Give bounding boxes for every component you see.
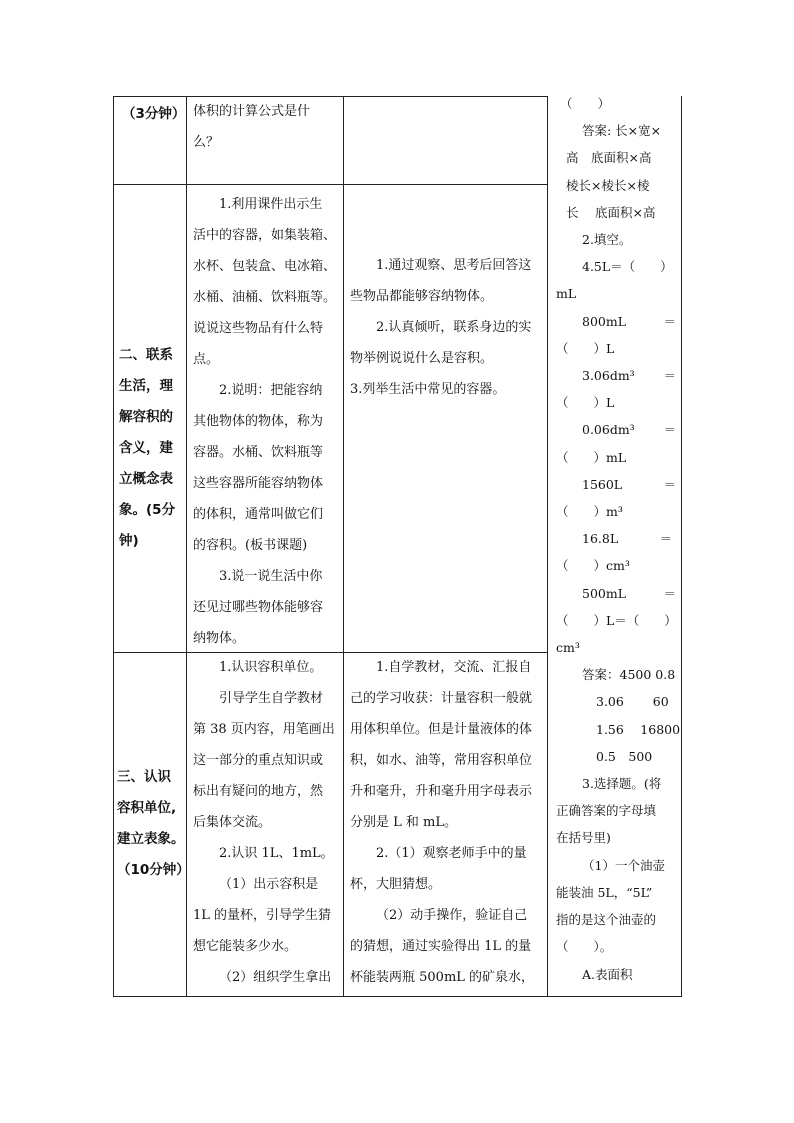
teacher-line: 其他物体的物体，称为 [193, 414, 324, 429]
exercise-line: 指的是这个油壶的 [556, 912, 657, 928]
phase-line: （10分钟） [117, 862, 190, 878]
phase-cell-row1 [122, 99, 185, 130]
exercise-line: 正确答案的字母填 [556, 803, 657, 819]
student-line: 的猜想，通过实验得出 1L 的量 [350, 939, 532, 954]
lesson-plan-table [113, 96, 681, 996]
table-border-top [113, 96, 548, 97]
teacher-line: 引导学生自学教材 [219, 691, 324, 706]
teacher-cell-row2 [193, 189, 336, 654]
exercise-line: （ ）L＝（ ） [556, 612, 677, 628]
teacher-line: 标出有疑问的地方，然 [193, 784, 324, 799]
phase-line: （3分钟） [122, 106, 186, 122]
exercise-line: 高 底面积×高 [566, 150, 652, 166]
phase-line: 象。(5分 [119, 502, 176, 518]
student-line: 2.（1）观察老师手中的量 [376, 846, 527, 861]
teacher-line: 么？ [193, 135, 220, 150]
student-line: 1.自学教材，交流、汇报自 [376, 660, 532, 675]
exercise-line: （ ）L [556, 340, 615, 356]
exercise-line: （ ）mL [556, 449, 627, 465]
student-line: 些物品都能够容纳物体。 [350, 289, 494, 304]
teacher-line: 点。 [193, 352, 220, 367]
table-border-right [681, 96, 682, 996]
teacher-line: （1）出示容积是 [219, 877, 319, 892]
exercise-line: 长 底面积×高 [566, 204, 656, 220]
teacher-line: 1L 的量杯，引导学生猜 [193, 908, 332, 923]
teacher-line: 3.说一说生活中你 [219, 569, 323, 584]
student-line: 己的学习收获：计量容积一般就 [350, 691, 533, 706]
teacher-line: 1.认识容积单位。 [219, 660, 323, 675]
student-line: （2）动手操作，验证自己 [376, 908, 528, 923]
student-line: 杯，大胆猜想。 [350, 877, 442, 892]
teacher-line: 的容积。(板书课题) [193, 538, 308, 553]
teacher-line: 活中的容器，如集装箱、 [193, 228, 337, 243]
phase-line: 立概念表 [119, 471, 173, 487]
exercise-line: mL [556, 286, 577, 302]
exercise-line: 0.06dm³ ＝ [582, 422, 677, 438]
teacher-line: 第 38 页内容，用笔画出 [193, 722, 335, 737]
table-border-left [113, 96, 114, 996]
phase-line: 钟) [119, 533, 139, 549]
teacher-line: 这些容器所能容纳物体 [193, 476, 324, 491]
exercise-line: （ ）L [556, 395, 615, 411]
teacher-line: 容器。水桶、饮料瓶等 [193, 445, 324, 460]
exercise-line: 答案：4500 0.8 [582, 667, 676, 683]
exercise-line: 500mL ＝ [582, 585, 677, 601]
phase-cell-row3 [117, 762, 190, 886]
student-line: 2.认真倾听，联系身边的实 [376, 320, 532, 335]
column-divider-3 [547, 96, 548, 996]
student-line: 3.列举生活中常见的容器。 [350, 382, 506, 397]
student-line: 物举例说说什么是容积。 [350, 351, 494, 366]
exercise-line: 能装油 5L，“5L” [556, 884, 653, 900]
exercise-line: 800mL ＝ [582, 313, 677, 329]
phase-line: 二、联系 [119, 347, 173, 363]
exercise-line: 棱长×棱长×棱 [566, 177, 650, 193]
table-border-bottom [113, 996, 682, 997]
student-line: 1.通过观察、思考后回答这 [376, 258, 532, 273]
student-line: 杯能装两瓶 500mL 的矿泉水， [350, 970, 535, 985]
exercise-line: A.表面积 [582, 966, 633, 982]
phase-line: 含义，建 [119, 440, 173, 456]
teacher-line: 纳物体。 [193, 631, 246, 646]
teacher-line: 后集体交流。 [193, 815, 272, 830]
exercise-line: 3.06dm³ ＝ [582, 368, 677, 384]
student-line: 积，如水、油等，常用容积单位 [350, 753, 533, 768]
exercise-line: 16.8L ＝ [582, 531, 673, 547]
phase-line: 建立表象。 [117, 831, 185, 847]
student-line: 分别是 L 和 mL。 [350, 815, 457, 830]
exercise-line: 0.5 500 [596, 748, 653, 764]
teacher-cell-row1 [193, 96, 310, 158]
exercise-line: 在括号里) [556, 830, 611, 846]
teacher-line: 2.认识 1L、1mL。 [219, 846, 334, 861]
teacher-line: 1.利用课件出示生 [219, 197, 323, 212]
teacher-line: 水桶、油桶、饮料瓶等。 [193, 290, 337, 305]
exercise-line: （ ）m³ [556, 504, 623, 520]
exercise-column [556, 90, 680, 988]
exercise-line: （ ）。 [556, 939, 613, 955]
exercise-line: 1.56 16800 [596, 721, 681, 737]
phase-line: 解容积的 [119, 409, 173, 425]
exercise-line: （ ） [560, 96, 611, 111]
teacher-line: 体积的计算公式是什 [193, 104, 311, 119]
exercise-line: 2.填空。 [582, 232, 632, 248]
teacher-line: 说说这些物品有什么特 [193, 321, 324, 336]
teacher-line: 2.说明：把能容纳 [219, 383, 323, 398]
exercise-line: （ ）cm³ [556, 558, 630, 574]
teacher-line: 这一部分的重点知识或 [193, 753, 324, 768]
exercise-line: 4.5L＝（ ） [582, 259, 673, 275]
teacher-line: 想它能装多少水。 [193, 939, 298, 954]
student-cell-row3 [350, 652, 534, 993]
student-cell-row2 [350, 250, 531, 405]
teacher-line: （2）组织学生拿出 [219, 970, 332, 985]
student-line: 用体积单位。但是计量液体的体 [350, 722, 533, 737]
exercise-line: （1）一个油壶 [582, 857, 665, 873]
column-divider-2 [343, 96, 344, 996]
exercise-line: 3.选择题。(将 [582, 776, 662, 792]
exercise-line: 答案: 长×宽× [582, 123, 662, 139]
exercise-line: cm³ [556, 640, 580, 656]
teacher-cell-row3 [193, 652, 335, 993]
phase-cell-row2 [119, 340, 175, 557]
exercise-line: 1560L ＝ [582, 476, 677, 492]
phase-line: 容积单位, [117, 800, 177, 816]
exercise-line: 3.06 60 [596, 694, 669, 710]
teacher-line: 水杯、包装盒、电冰箱、 [193, 259, 337, 274]
teacher-line: 的体积，通常叫做它们 [193, 507, 324, 522]
student-line: 升和毫升，升和毫升用字母表示 [350, 784, 533, 799]
phase-line: 三、认识 [117, 769, 171, 785]
teacher-line: 还见过哪些物体能够容 [193, 600, 324, 615]
phase-line: 生活，理 [119, 378, 173, 394]
row-divider-1 [113, 184, 548, 185]
